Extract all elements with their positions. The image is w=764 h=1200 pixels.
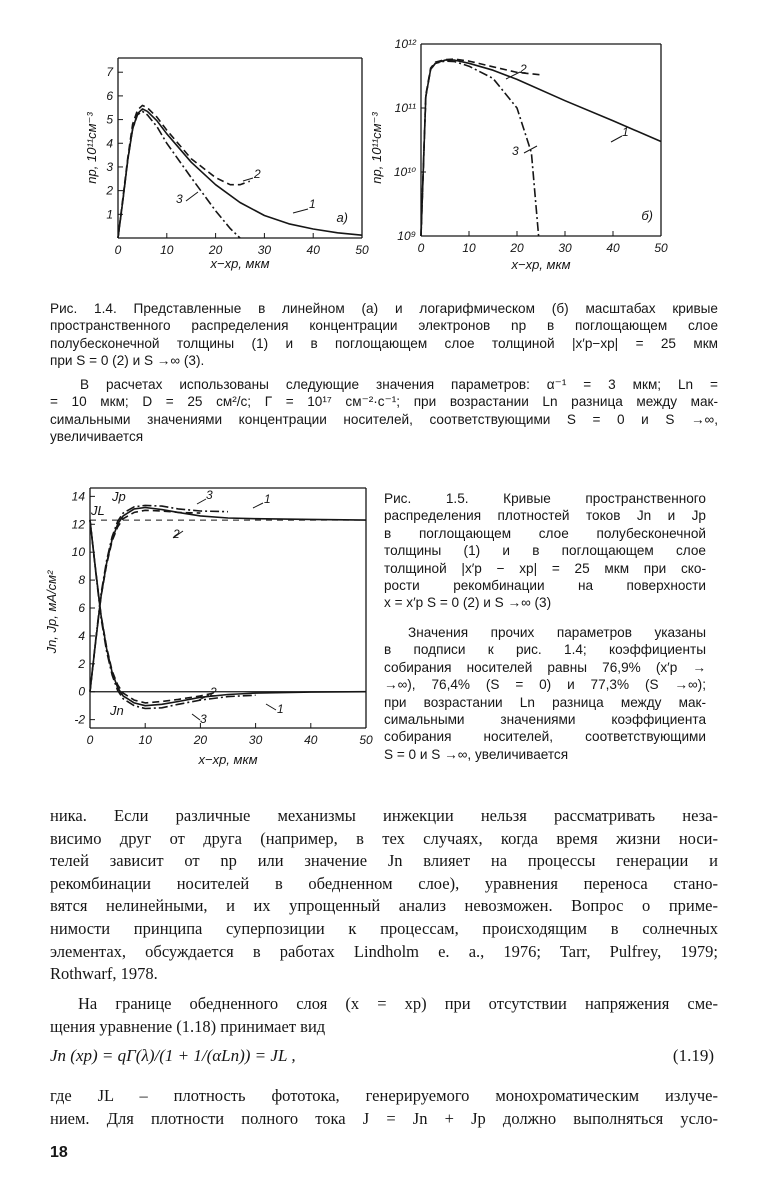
- y-tick-label: 1: [106, 207, 113, 222]
- curve-label-2: 2: [210, 685, 217, 699]
- params-line: = 10 мкм; D = 25 см²/с; Г = 10¹⁷ см⁻²·с⁻¹; при возрастании Ln разница между мак-: [50, 394, 718, 410]
- equation-number: (1.19): [672, 1046, 714, 1065]
- x-tick-label: 20: [208, 243, 223, 257]
- text-line: телей зависит от np или значение Jn влияет на процессы генерации и: [50, 851, 718, 871]
- caption-line: при S = 0 (2) и S →∞ (3).: [50, 353, 205, 369]
- curve-label-2: 2: [254, 167, 261, 181]
- curve-Jn-2: [90, 520, 217, 703]
- x-tick-label: 40: [306, 243, 320, 257]
- curve-label-3: 3: [206, 488, 213, 502]
- notes-line: S = 0 и S →∞, увеличивается: [384, 746, 569, 762]
- curve-leader: [186, 192, 198, 201]
- caption-line: толщиной |x′p − xp| = 25 мкм при ско-: [384, 560, 706, 576]
- y-tick-label: 14: [71, 489, 85, 504]
- curve-label-1: 1: [622, 125, 629, 139]
- caption-line: Рис. 1.4. Представленные в линейном (а) и логарифмическом (б) масштабах кривые: [50, 301, 718, 316]
- x-tick-label: 40: [304, 733, 318, 747]
- figure-1-4-caption: [50, 300, 718, 370]
- caption-line: пространственного распределения концентрации электронов np в поглощающем слое: [50, 318, 718, 334]
- notes-line: симальными значениями коэффициента: [384, 712, 706, 728]
- body-paragraph-2: [50, 993, 718, 1038]
- notes-line: Значения прочих параметров указаны: [408, 625, 706, 640]
- y-tick-label: 3: [106, 159, 113, 174]
- curve-leader: [197, 499, 206, 504]
- figure-1-5-caption: [384, 490, 706, 612]
- y-tick-label: 10¹⁰: [393, 165, 416, 179]
- curve-2: [118, 105, 250, 238]
- panel-label-a: а): [336, 210, 348, 225]
- curve-leader: [243, 178, 253, 181]
- y-tick-label: 2: [78, 656, 85, 671]
- notes-line: при возрастании Ln разница между мак-: [384, 694, 706, 710]
- y-tick-label: 12: [71, 517, 85, 532]
- x-tick-label: 30: [558, 241, 572, 255]
- text-line: рекомбинации носителей в обедненном слое), уравнения переноса стано-: [50, 873, 718, 893]
- curve-leader: [266, 704, 276, 710]
- x-tick-label: 20: [510, 241, 524, 255]
- panel-label-b: б): [641, 208, 653, 223]
- body-paragraph-3: [50, 1085, 718, 1130]
- x-tick-label: 40: [606, 241, 620, 255]
- x-axis-label-a: x−xp, мкм: [210, 256, 270, 271]
- y-tick-label: 6: [78, 601, 85, 615]
- x-tick-label: 30: [257, 243, 272, 257]
- x-axis-label-c: x−xp, мкм: [198, 752, 258, 767]
- figure-1-5: [42, 482, 378, 778]
- curve-leader: [253, 503, 263, 508]
- params-line: увеличивается: [50, 429, 144, 445]
- y-axis-label-c: Jn, Jp, мА/см²: [44, 570, 59, 654]
- curve-label-1: 1: [277, 702, 284, 716]
- notes-line: собирания носителей равны 76,9% (x′p →: [384, 659, 706, 675]
- series-label-jp: Jp: [112, 489, 126, 504]
- curve-leader: [192, 714, 200, 720]
- curve-2: [421, 59, 541, 236]
- caption-line: полубесконечной толщины (1) и в поглощающем слое толщиной |x′p−xp| = 25 мкм: [50, 335, 718, 351]
- y-tick-label: 8: [78, 573, 85, 588]
- caption-line: рости рекомбинации на поверхности: [384, 578, 706, 594]
- equation-1-19: Jn (xp) = qГ(λ)/(1 + 1/(αLn)) = JL ,: [50, 1046, 296, 1065]
- curve-Jp-2: [90, 510, 200, 691]
- y-tick-label: 4: [78, 628, 85, 643]
- text-line: вятся нелинейными, и их упрощенный анализ невозможен. Вопрос о приме-: [50, 896, 718, 916]
- caption-line: x = x′p S = 0 (2) и S →∞ (3): [384, 595, 552, 611]
- caption-line: Рис. 1.5. Кривые пространственного: [384, 491, 706, 506]
- y-tick-label: 2: [106, 183, 113, 198]
- curve-label-3: 3: [200, 712, 207, 726]
- x-tick-label: 0: [86, 733, 94, 747]
- caption-line: распределения плотностей токов Jn и Jp: [384, 508, 706, 524]
- text-line: ника. Если различные механизмы инжекции нельзя рассматривать неза-: [50, 806, 718, 825]
- x-tick-label: 30: [248, 733, 263, 747]
- body-paragraph-1: [50, 805, 718, 986]
- notes-line: в подписи к рис. 1.4; коэффициенты: [384, 642, 706, 658]
- curve-3: [421, 61, 539, 236]
- x-tick-label: 10: [462, 241, 476, 255]
- text-line: щения уравнение (1.18) принимает вид: [50, 1016, 326, 1036]
- y-tick-label: 10: [71, 545, 85, 560]
- figure-1-5-notes: [384, 624, 706, 763]
- y-tick-label: 6: [106, 88, 113, 103]
- y-tick-label: 7: [106, 65, 113, 80]
- y-axis-label-a: np, 10¹¹см⁻³: [84, 112, 99, 184]
- curve-label-2: 2: [173, 527, 180, 541]
- plot-axes-b: [421, 44, 661, 236]
- x-tick-label: 50: [654, 241, 668, 255]
- notes-line: →∞), 76,4% (S = 0) и 77,3% (S →∞);: [384, 677, 706, 693]
- y-tick-label: 10¹¹: [394, 101, 416, 115]
- curve-1: [421, 60, 661, 236]
- caption-line: в поглощающем слое полубесконечной: [384, 525, 706, 541]
- curve-label-3: 3: [512, 144, 519, 158]
- y-tick-label: 10⁹: [397, 229, 416, 243]
- caption-line: толщины (1) и в поглощающем слое: [384, 543, 706, 559]
- curve-leader: [524, 146, 537, 153]
- curve-label-2: 2: [520, 62, 527, 76]
- text-line: где JL – плотность фототока, генерируемого монохроматическим излуче-: [50, 1086, 718, 1105]
- params-line: симальными значениями концентрации носителей, соответствующими S = 0 и S →∞,: [50, 411, 718, 427]
- y-tick-label: 5: [106, 112, 113, 127]
- figure-1-4-params: [50, 376, 718, 446]
- y-tick-label: 4: [106, 136, 113, 151]
- x-tick-label: 10: [138, 733, 152, 747]
- x-axis-label-b: x−xp, мкм: [511, 257, 571, 272]
- curve-leader: [293, 209, 308, 213]
- x-tick-label: 20: [193, 733, 208, 747]
- curve-leader: [611, 136, 622, 142]
- text-line: Rothwarf, 1978.: [50, 964, 158, 984]
- curve-label-1: 1: [264, 492, 271, 506]
- series-label-jl: JL: [91, 503, 105, 518]
- y-tick-label: 10¹²: [394, 37, 416, 51]
- figure-1-4a: [76, 40, 376, 290]
- curve-label-1: 1: [309, 197, 316, 211]
- text-line: На границе обедненного слоя (x = xp) при отсутствии напряжения сме-: [78, 994, 718, 1013]
- figure-1-4b: [365, 28, 675, 290]
- y-tick-label: 0: [78, 684, 85, 699]
- x-tick-label: 0: [114, 243, 122, 257]
- text-line: нимости принципа суперпозиции к процессам, происходящим в солнечных: [50, 918, 718, 938]
- curve-1: [118, 109, 362, 238]
- page-number: 18: [50, 1144, 68, 1161]
- curve-Jp-1: [90, 508, 366, 692]
- x-tick-label: 10: [160, 243, 174, 257]
- notes-line: собирания носителей, соответствующими: [384, 729, 706, 745]
- y-axis-label-b: np, 10¹¹см⁻³: [369, 112, 384, 184]
- y-tick-label: -2: [74, 712, 85, 727]
- curve-3: [118, 111, 240, 238]
- curve-Jn-1: [90, 520, 366, 706]
- text-line: висимо друг от друга (например, в тех случаях, когда время жизни носи-: [50, 828, 718, 848]
- text-line: нием. Для плотности полного тока J = Jn + Jp должно выполняться усло-: [50, 1108, 718, 1128]
- curve-label-3: 3: [176, 192, 183, 206]
- x-tick-label: 50: [359, 733, 373, 747]
- series-label-jn: Jn: [110, 703, 124, 718]
- text-line: элементах, обсуждается в работах Lindholm e. a., 1976; Tarr, Pulfrey, 1979;: [50, 941, 718, 961]
- x-tick-label: 50: [355, 243, 369, 257]
- plot-axes-a: [118, 58, 362, 238]
- x-tick-label: 0: [417, 241, 425, 255]
- params-line: В расчетах использованы следующие значения параметров: α⁻¹ = 3 мкм; Ln =: [80, 377, 718, 392]
